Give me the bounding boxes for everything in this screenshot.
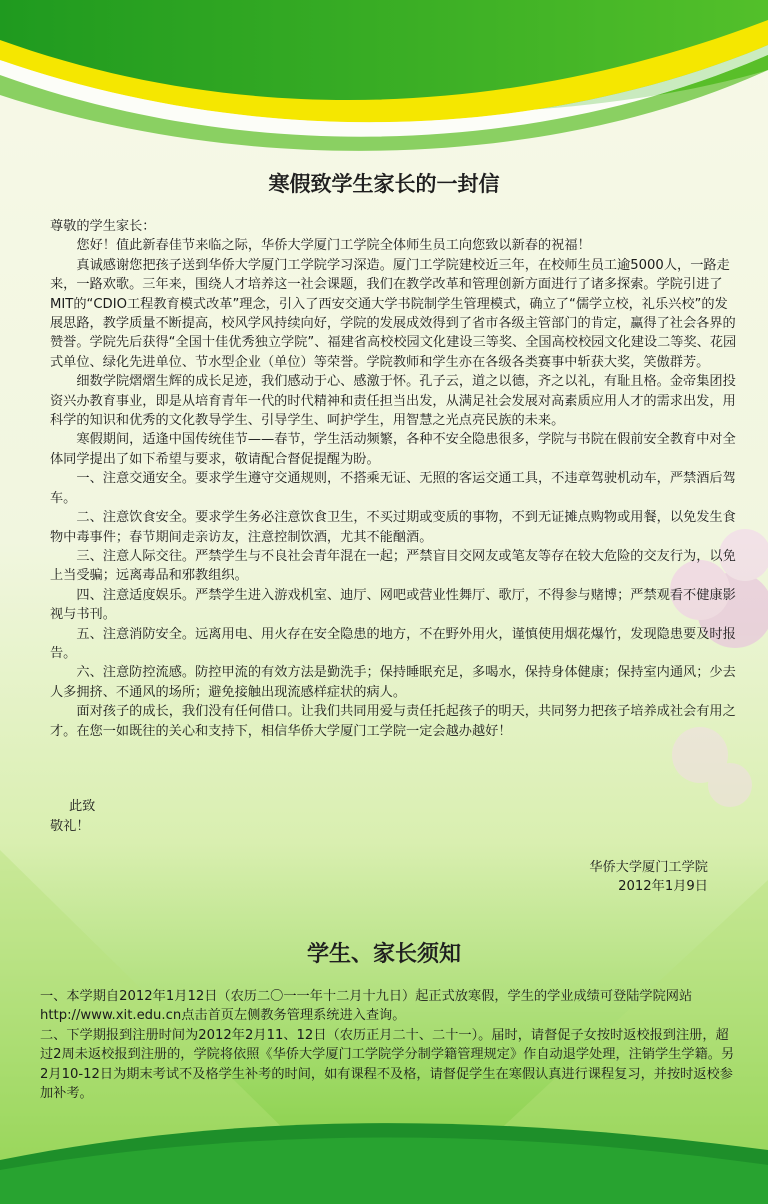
paragraph: 五、注意消防安全。远离用电、用火存在安全隐患的地方，不在野外用火，谨慎使用烟花爆竹，发现隐患要及时报告。 — [50, 626, 736, 661]
paragraph: 真诚感谢您把孩子送到华侨大学厦门工学院学习深造。厦门工学院建校近三年，在校师生员工逾5000人，一路走来，一路欢歌。三年来，围绕人才培养这一社会课题，我们在教学改革和管理创新方面进行了诸多探索。学院引进了MIT的“CDIO工程教育模式改革”理念，引入了西安交通大学书院制学生管理模式，确立了“儒学立校，礼乐兴校”的发展思路，教学质量不断提高，校风学风持续向好，学院的发展成效得到了省市各级主管部门的肯定，赢得了社会各界的赞誉。学院先后获得“全国十佳优秀独立学院”、福建省高校校园文化建设三等奖、全国高校校园文化建设二等奖、花园式单位、绿化先进单位、节水型企业（单位）等荣誉。学院教师和学生亦在各级各类赛事中斩获大奖，笑傲群芳。 — [50, 257, 737, 370]
salutation: 尊敬的学生家长： — [50, 219, 156, 234]
closing-salute: 敬礼！ — [50, 819, 90, 834]
paragraph: 面对孩子的成长，我们没有任何借口。让我们共同用爱与责任托起孩子的明天，共同努力把孩子培养成社会有用之才。在您一如既往的关心和支持下，相信华侨大学厦门工学院一定会越办越好！ — [50, 704, 736, 739]
letter-date: 2012年1月9日 — [618, 879, 708, 894]
closing-line: 此致 — [69, 799, 96, 814]
paragraph: 四、注意适度娱乐。严禁学生进入游戏机室、迪厅、网吧或营业性舞厅、歌厅，不得参与赌博；严禁观看不健康影视与书刊。 — [50, 587, 736, 623]
paragraph: 寒假期间，适逢中国传统佳节——春节，学生活动频繁，各种不安全隐患很多，学院与书院在假前安全教育中对全体同学提出了如下希望与要求，敬请配合督促提醒为盼。 — [50, 432, 736, 467]
letter-title: 寒假致学生家长的一封信 — [268, 172, 500, 196]
notice-title: 学生、家长须知 — [306, 942, 461, 967]
notice-item: 二、下学期报到注册时间为2012年2月11、12日（农历正月二十、二十一）。届时，请督促子女按时返校报到注册，超过2周未返校报到注册的，学院将依照《华侨大学厦门工学院学分制学籍管理规定》作自动退学处理，注销学生学籍。另2月10-12日为期末考试不及格学生补考的时间，如有课程不及格，请督促学生在寒假认真进行课程复习，并按时返校参加补考。 — [40, 1027, 735, 1102]
notice-body — [40, 987, 740, 1103]
paragraph: 细数学院熠熠生辉的成长足迹，我们感动于心、感激于怀。孔子云，道之以德，齐之以礼，有耻且格。金帝集团投资兴办教育事业，即是从培育青年一代的时代精神和责任担当出发，从满足社会发展对高素质应用人才的需求出发，用科学的知识和优秀的文化教导学生、引导学生、呵护学生，用智慧之光点亮民族的未来。 — [50, 374, 736, 429]
paragraph: 您好！值此新春佳节来临之际，华侨大学厦门工学院全体师生员工向您致以新春的祝福！ — [76, 238, 591, 254]
paragraph: 二、注意饮食安全。要求学生务必注意饮食卫生，不买过期或变质的事物，不到无证摊点购物或用餐，以免发生食物中毒事件；春节期间走亲访友，注意控制饮酒，尤其不能酗酒。 — [50, 510, 736, 545]
letter-body — [50, 217, 740, 741]
paragraph: 一、注意交通安全。要求学生遵守交通规则，不搭乘无证、无照的客运交通工具，不违章驾驶机动车，严禁酒后驾车。 — [50, 471, 736, 506]
paragraph: 六、注意防控流感。防控甲流的有效方法是勤洗手；保持睡眠充足，多喝水，保持身体健康；保持室内通风；少去人多拥挤、不通风的场所；避免接触出现流感样症状的病人。 — [50, 665, 736, 700]
notice-item: 一、本学期自2012年1月12日（农历二〇一一年十二月十九日）起正式放寒假，学生的学业成绩可登陆学院网站http://www.xit.edu.cn点击首页左侧教务管理系统进入查询。 — [40, 989, 693, 1024]
paragraph: 三、注意人际交往。严禁学生与不良社会青年混在一起；严禁盲目交网友或笔友等存在较大危险的交友行为，以免上当受骗；远离毒品和邪教组织。 — [50, 548, 736, 584]
signature: 华侨大学厦门工学院 — [589, 860, 708, 875]
